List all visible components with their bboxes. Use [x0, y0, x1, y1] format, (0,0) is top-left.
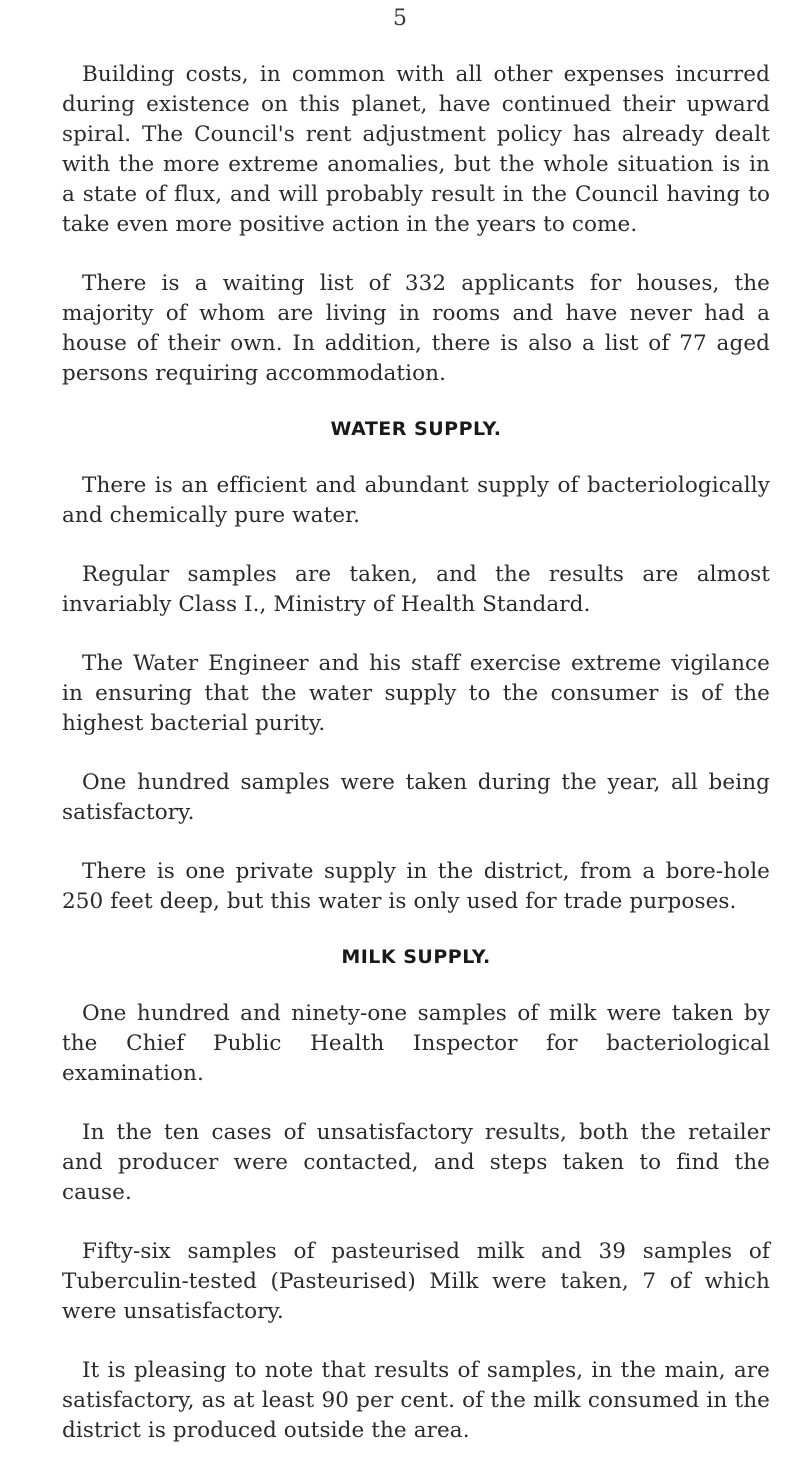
- milk-supply-section: [62, 946, 770, 1446]
- page-number: 5: [393, 6, 407, 31]
- paragraph-water-engineer: The Water Engineer and his staff exercise extreme vigilance in ensuring that the water supply to the consumer is of the highest bacterial purity.: [62, 651, 770, 736]
- paragraph-water-samples: Regular samples are taken, and the results are almost invariably Class I., Ministry of Health Standard.: [62, 562, 770, 617]
- paragraph-milk-unsatisfactory: In the ten cases of unsatisfactory results, both the retailer and producer were contacted, and steps taken to find the cause.: [62, 1120, 770, 1205]
- document-body: [62, 60, 770, 1475]
- paragraph-water-hundred-samples: One hundred samples were taken during the year, all being satisfactory.: [62, 770, 770, 825]
- water-supply-section: [62, 418, 770, 917]
- paragraph-milk-pleasing: It is pleasing to note that results of samples, in the main, are satisfactory, as at least 90 per cent. of the milk consumed in the district is produced outside the area.: [62, 1358, 770, 1443]
- intro-section: [62, 60, 770, 389]
- paragraph-milk-samples: One hundred and ninety-one samples of milk were taken by the Chief Public Health Inspector for bacteriological examination.: [62, 1001, 770, 1086]
- milk-supply-heading: MILK SUPPLY.: [341, 946, 491, 968]
- paragraph-milk-pasteurised: Fifty-six samples of pasteurised milk and 39 samples of Tuberculin-tested (Pasteurised) Milk were taken, 7 of which were unsatisfactory.: [62, 1239, 770, 1324]
- paragraph-water-private-supply: There is one private supply in the district, from a bore-hole 250 feet deep, but this water is only used for trade purposes.: [62, 859, 770, 914]
- paragraph-waiting-list: There is a waiting list of 332 applicants for houses, the majority of whom are living in rooms and have never had a house of their own. In addition, there is also a list of 77 aged persons requiring accommodation.: [62, 271, 770, 386]
- water-supply-heading: WATER SUPPLY.: [330, 418, 502, 440]
- paragraph-water-efficient: There is an efficient and abundant supply of bacteriologically and chemically pure water.: [62, 473, 770, 528]
- paragraph-building-costs: Building costs, in common with all other expenses incurred during existence on this planet, have continued their upward spiral. The Council's rent adjustment policy has already dealt with the more extreme anomalies, but the whole situation is in a state of flux, and will probably result in the Council having to take even more positive action in the years to come.: [62, 62, 770, 237]
